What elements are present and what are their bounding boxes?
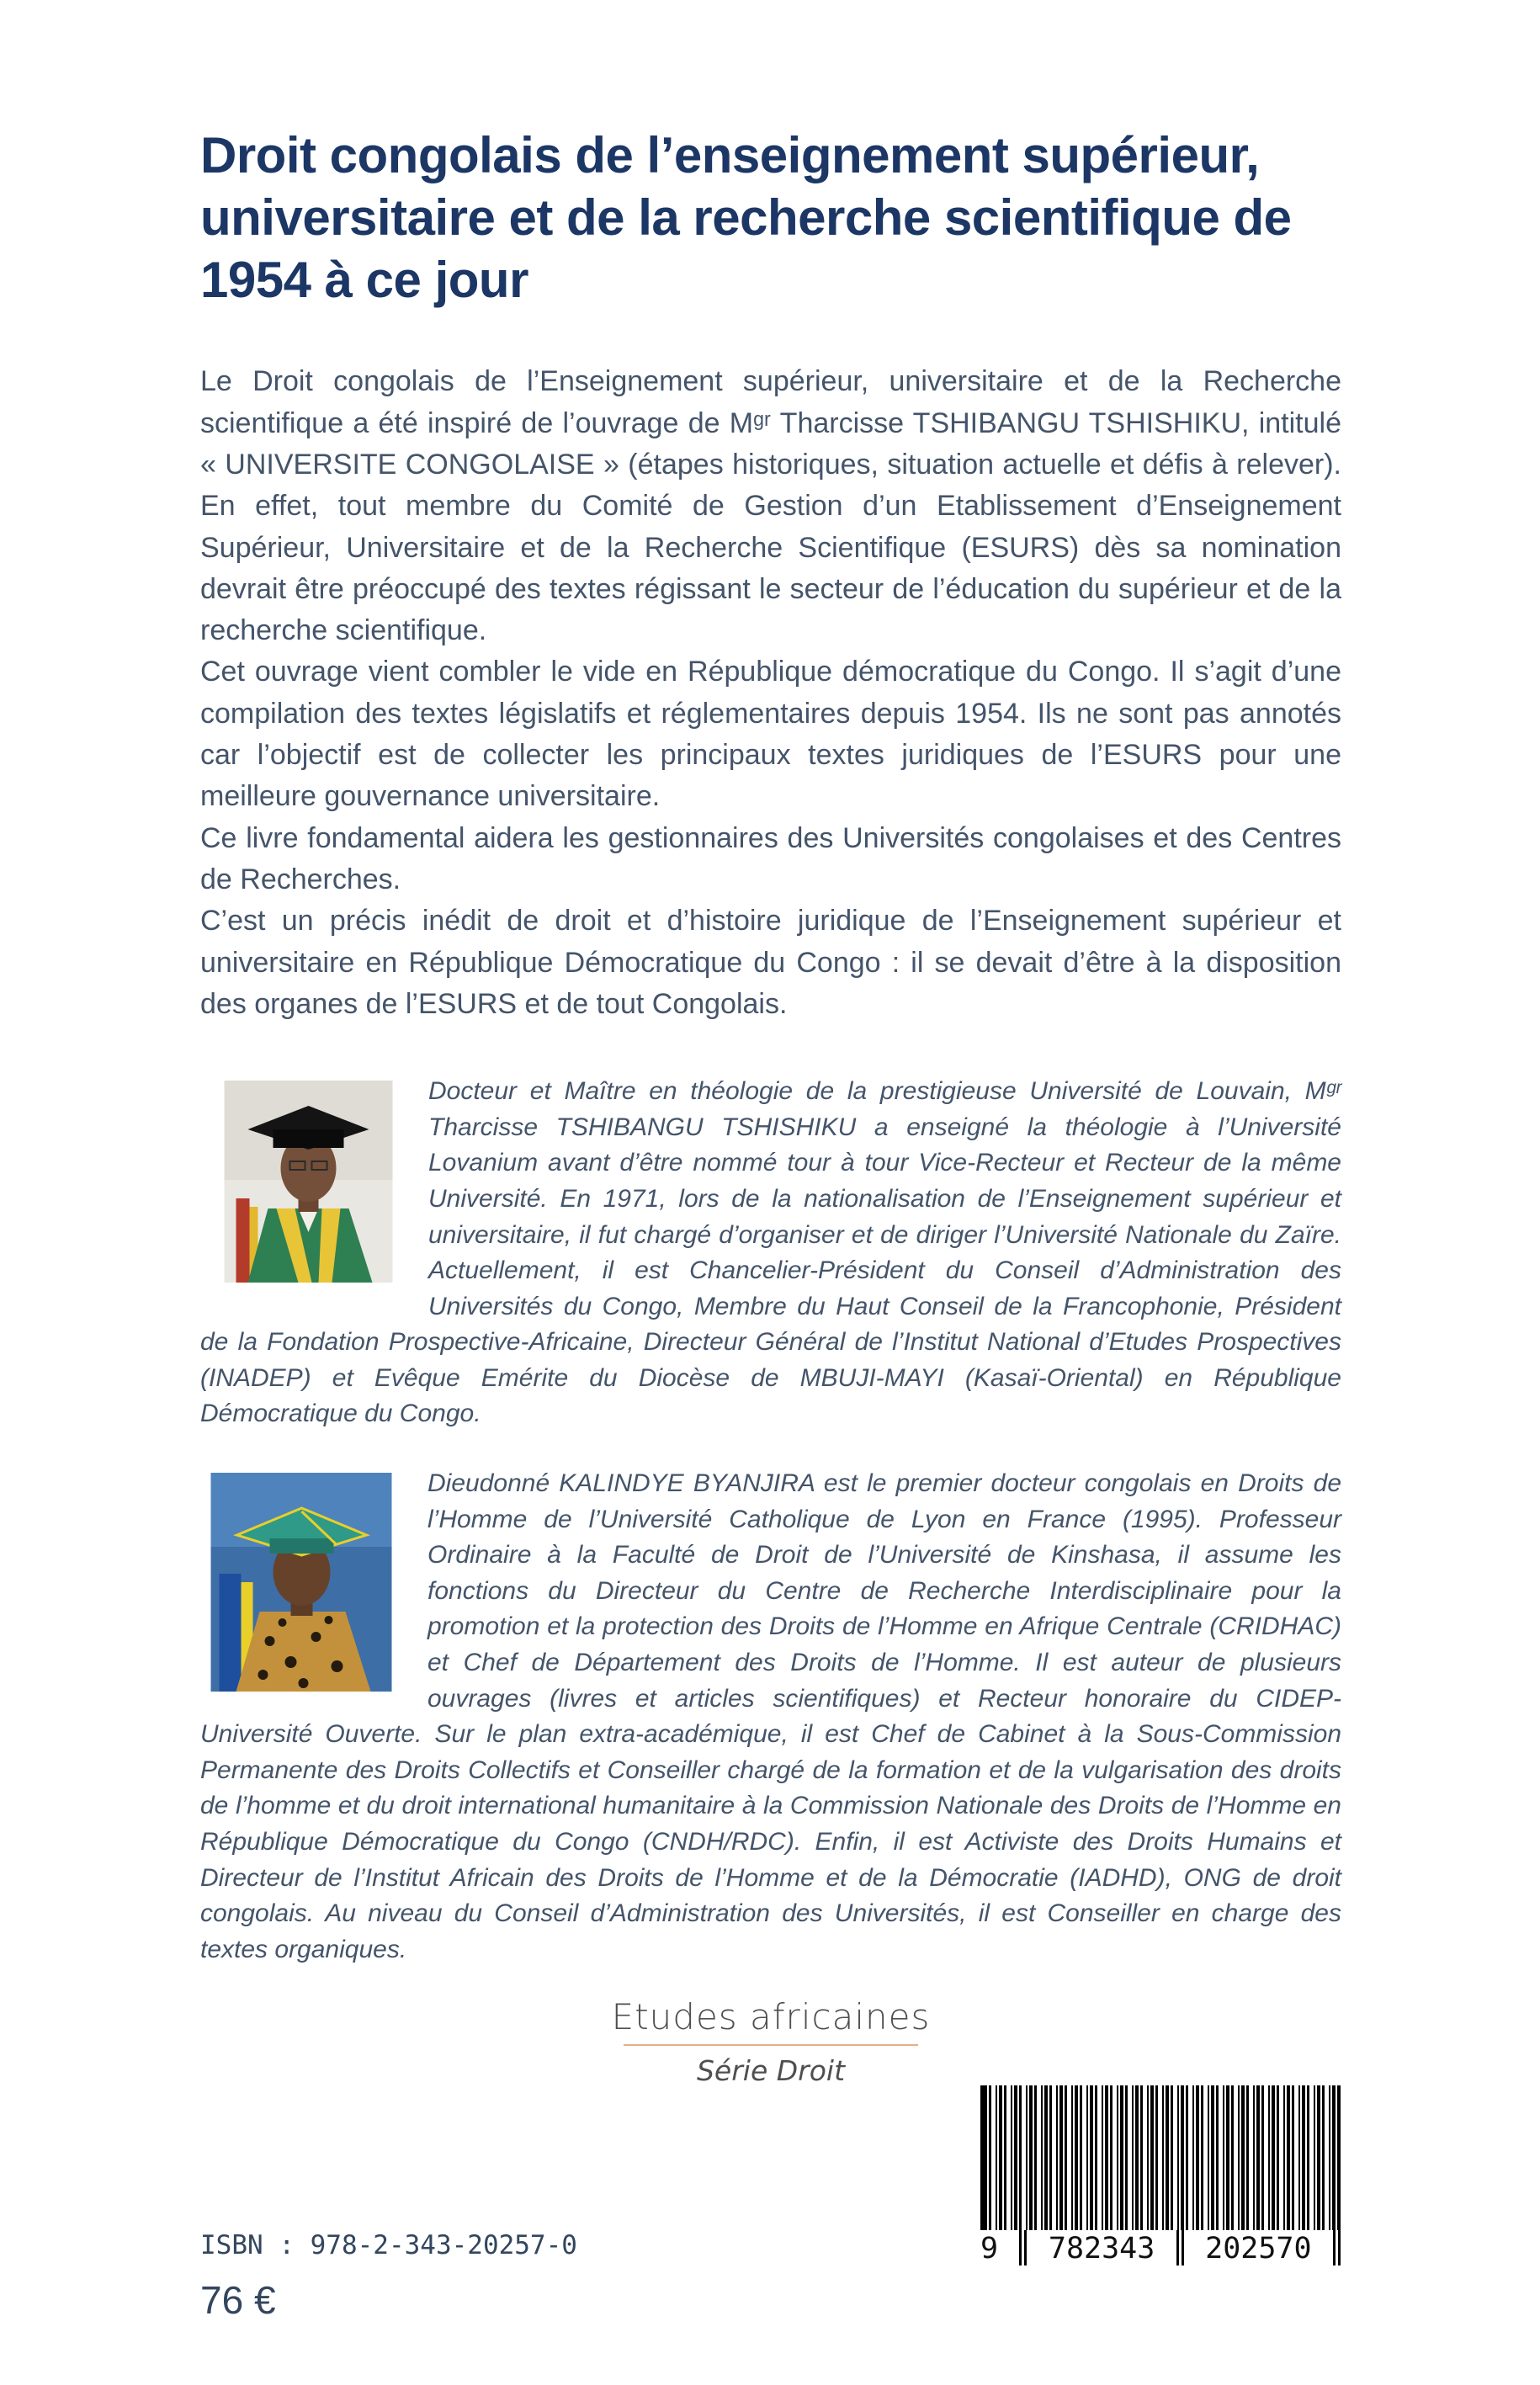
summary-paragraph: C’est un précis inédit de droit et d’histoire juridique de l’Enseignement supérieur et universitaire en République Démocratique du Congo : il se devait d’être à la disposition des organes de l’ESURS et de tout Congolais. <box>200 905 1341 1020</box>
tshibangu-portrait-photo <box>222 1081 395 1283</box>
collection-underline <box>624 2044 918 2046</box>
barcode-digits <box>980 2230 1341 2269</box>
barcode-guard <box>1333 2230 1341 2265</box>
price-text: 76 € <box>200 2278 276 2322</box>
barcode-bars <box>980 2085 1341 2230</box>
bio-tshibangu <box>200 1074 1341 1432</box>
summary-paragraph: Cet ouvrage vient combler le vide en République démocratique du Congo. Il s’agit d’une compilation des textes législatifs et réglementaires depuis 1954. Ils ne sont pas annotés car l’objectif est de collecter les principaux textes juridiques de l’ESURS pour une meilleure gouvernance universitaire. <box>200 656 1341 813</box>
barcode-digit-group: 202570 <box>1205 2232 1312 2265</box>
ean-barcode <box>980 2085 1341 2269</box>
isbn-text: ISBN : 978-2-343-20257-0 <box>200 2230 577 2260</box>
collection-series: Série Droit <box>696 2054 846 2088</box>
barcode-digit-group: 782343 <box>1048 2232 1155 2265</box>
collection-name: Etudes africaines <box>611 1996 931 2038</box>
barcode-digit-group: 9 <box>980 2232 999 2265</box>
book-title: Droit congolais de l’enseignement supérieur, universitaire et de la recherche scientifique de 1954 à ce jour <box>200 127 1292 308</box>
bio-tshibangu-text: Docteur et Maître en théologie de la prestigieuse Université de Louvain, Mᵍʳ Tharcisse TSHIBANGU TSHISHIKU a enseigné la théologie à l’Université Lovanium avant d’être nommé tour à tour Vice-Recteur et Recteur de la même Université. En 1971, lors de la nationalisation de l’Enseignement supérieur et universitaire, il fut chargé d’organiser et de diriger l’Université Nationale du Zaïre. Actuellement, il est Chancelier-Président du Conseil d’Administration des Universités du Congo, Membre du Haut Conseil de la Francophonie, Président de la Fondation Prospective-Africaine, Directeur Général de l’Institut National d’Etudes Prospectives (INADEP) et Evêque Emérite du Diocèse de MBUJI-MAYI (Kasaï-Oriental) en République Démocratique du Congo. <box>200 1077 1341 1428</box>
back-cover-summary <box>200 361 1341 1025</box>
collection-block <box>200 1996 1341 2087</box>
summary-paragraph: Le Droit congolais de l’Enseignement supérieur, universitaire et de la Recherche scientifique a été inspiré de l’ouvrage de Mᵍʳ Tharcisse TSHIBANGU TSHISHIKU, intitulé « UNIVERSITE CONGOLAISE » (étapes historiques, situation actuelle et défis à relever). En effet, tout membre du Comité de Gestion d’un Etablissement d’Enseignement Supérieur, Universitaire et de la Recherche Scientifique (ESURS) dès sa nomination devrait être préoccupé des textes régissant le secteur de l’éducation du supérieur et de la recherche scientifique. <box>200 365 1341 647</box>
kalindye-portrait-photo <box>209 1473 394 1692</box>
bio-kalindye <box>200 1466 1341 1968</box>
summary-paragraph: Ce livre fondamental aidera les gestionnaires des Universités congolaises et des Centres de Recherches. <box>200 821 1341 895</box>
barcode-guard <box>1019 2230 1027 2265</box>
cover-content <box>200 125 1341 2087</box>
barcode-guard <box>1176 2230 1184 2265</box>
bio-kalindye-text: Dieudonné KALINDYE BYANJIRA est le premier docteur congolais en Droits de l’Homme de l’Université Catholique de Lyon en France (1995). Professeur Ordinaire à la Faculté de Droit de l’Université de Kinshasa, il assume les fonctions du Directeur du Centre de Recherche Interdisciplinaire pour la promotion et la protection des Droits de l’Homme en Afrique Centrale (CRIDHAC) et Chef de Département des Droits de l’Homme. Il est auteur de plusieurs ouvrages (livres et articles scientifiques) et Recteur honoraire du CIDEP-Université Ouverte. Sur le plan extra-académique, il est Chef de Cabinet à la Sous-Commission Permanente des Droits Collectifs et Conseiller chargé de la formation et de la vulgarisation des droits de l’homme et du droit international humanitaire à la Commission Nationale des Droits de l’Homme en République Démocratique du Congo (CNDH/RDC). Enfin, il est Activiste des Droits Humains et Directeur de l’Institut Africain des Droits de l’Homme et de la Démocratie (IADHD), ONG de droit congolais. Au niveau du Conseil d’Administration des Universités, il est Conseiller en charge des textes organiques. <box>200 1469 1341 1963</box>
